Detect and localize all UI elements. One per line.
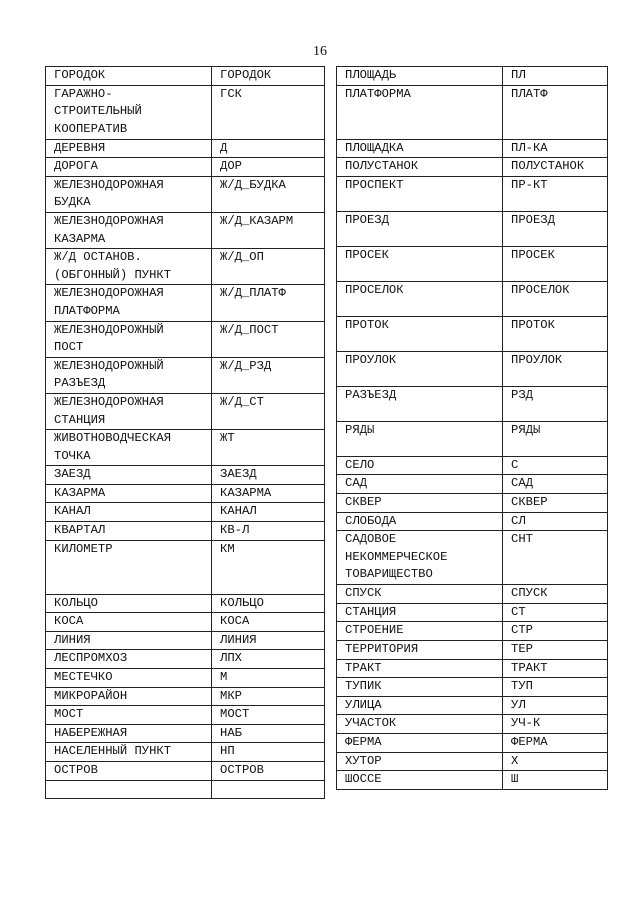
abbreviation-cell: ДОР: [212, 158, 325, 177]
full-name-cell: КВАРТАЛ: [46, 522, 212, 541]
full-name-cell: НАСЕЛЕННЫЙ ПУНКТ: [46, 743, 212, 762]
full-name-cell: САДОВОЕ НЕКОММЕРЧЕСКОЕ ТОВАРИЩЕСТВО: [337, 531, 503, 585]
abbreviation-cell: ПРОУЛОК: [503, 351, 608, 386]
table-row: [46, 540, 325, 594]
full-name-cell: ПРОУЛОК: [337, 351, 503, 386]
full-name-cell: МОСТ: [46, 706, 212, 725]
table-row: [337, 752, 608, 771]
table-row: [337, 715, 608, 734]
abbreviation-cell: ТЕР: [503, 640, 608, 659]
full-name-cell: ТЕРРИТОРИЯ: [337, 640, 503, 659]
full-name-cell: ЖЕЛЕЗНОДОРОЖНЫЙ РАЗЪЕЗД: [46, 357, 212, 393]
abbreviation-cell: ГОРОДОК: [212, 67, 325, 86]
abbreviation-table-left: [45, 66, 325, 799]
full-name-cell: ДОРОГА: [46, 158, 212, 177]
table-row: [337, 622, 608, 641]
full-name-cell: ТРАКТ: [337, 659, 503, 678]
full-name-cell: Ж/Д ОСТАНОВ. (ОБГОННЫЙ) ПУНКТ: [46, 249, 212, 285]
abbreviation-cell: ПЛ-КА: [503, 139, 608, 158]
full-name-cell: РАЗЪЕЗД: [337, 386, 503, 421]
abbreviation-cell: КМ: [212, 540, 325, 594]
full-name-cell: СПУСК: [337, 585, 503, 604]
table-row: [46, 650, 325, 669]
full-name-cell: ТУПИК: [337, 678, 503, 697]
full-name-cell: ЖИВОТНОВОДЧЕСКАЯ ТОЧКА: [46, 430, 212, 466]
table-row: [337, 493, 608, 512]
abbreviation-cell: ПРОЕЗД: [503, 211, 608, 246]
table-row: [46, 613, 325, 632]
table-row: [46, 706, 325, 725]
table-row: [46, 158, 325, 177]
abbreviation-cell: ЖТ: [212, 430, 325, 466]
abbreviation-cell: ЛПХ: [212, 650, 325, 669]
abbreviation-cell: РЯДЫ: [503, 421, 608, 456]
right-table-body: [337, 67, 608, 790]
abbreviation-cell: ТРАКТ: [503, 659, 608, 678]
full-name-cell: [46, 780, 212, 798]
abbreviation-cell: Х: [503, 752, 608, 771]
full-name-cell: ПРОСПЕКТ: [337, 176, 503, 211]
abbreviation-cell: Ж/Д_ПОСТ: [212, 321, 325, 357]
abbreviation-cell: СКВЕР: [503, 493, 608, 512]
abbreviation-cell: НАБ: [212, 724, 325, 743]
full-name-cell: ЖЕЛЕЗНОДОРОЖНАЯ БУДКА: [46, 176, 212, 212]
table-row: [46, 357, 325, 393]
full-name-cell: МИКРОРАЙОН: [46, 687, 212, 706]
full-name-cell: МЕСТЕЧКО: [46, 669, 212, 688]
table-row: [337, 158, 608, 177]
full-name-cell: ЖЕЛЕЗНОДОРОЖНЫЙ ПОСТ: [46, 321, 212, 357]
abbreviation-cell: СНТ: [503, 531, 608, 585]
full-name-cell: СЛОБОДА: [337, 512, 503, 531]
table-row: [337, 176, 608, 211]
full-name-cell: ПЛОЩАДЬ: [337, 67, 503, 86]
table-row: [337, 771, 608, 790]
abbreviation-cell: СТ: [503, 603, 608, 622]
abbreviation-cell: ПРОСЕК: [503, 246, 608, 281]
table-row: [337, 603, 608, 622]
table-row: [46, 393, 325, 429]
abbreviation-cell: Ж/Д_ОП: [212, 249, 325, 285]
abbreviation-cell: МОСТ: [212, 706, 325, 725]
abbreviation-table-right: [336, 66, 608, 790]
full-name-cell: КОЛЬЦО: [46, 594, 212, 613]
full-name-cell: ДЕРЕВНЯ: [46, 139, 212, 158]
full-name-cell: ОСТРОВ: [46, 762, 212, 781]
abbreviation-cell: ГСК: [212, 85, 325, 139]
full-name-cell: ПРОТОК: [337, 316, 503, 351]
abbreviation-cell: СПУСК: [503, 585, 608, 604]
full-name-cell: ГОРОДОК: [46, 67, 212, 86]
abbreviation-cell: ПРОТОК: [503, 316, 608, 351]
abbreviation-cell: Д: [212, 139, 325, 158]
abbreviation-cell: НП: [212, 743, 325, 762]
full-name-cell: ПРОСЕК: [337, 246, 503, 281]
table-row: [46, 85, 325, 139]
full-name-cell: УЧАСТОК: [337, 715, 503, 734]
table-row: [46, 466, 325, 485]
left-table-body: [46, 67, 325, 799]
table-row: [46, 139, 325, 158]
full-name-cell: КАЗАРМА: [46, 484, 212, 503]
full-name-cell: ЖЕЛЕЗНОДОРОЖНАЯ КАЗАРМА: [46, 212, 212, 248]
full-name-cell: ШОССЕ: [337, 771, 503, 790]
table-row: [46, 669, 325, 688]
full-name-cell: СКВЕР: [337, 493, 503, 512]
page-number: 16: [313, 44, 327, 59]
table-row: [46, 67, 325, 86]
table-row: [46, 176, 325, 212]
abbreviation-cell: ПЛАТФ: [503, 85, 608, 139]
abbreviation-cell: ОСТРОВ: [212, 762, 325, 781]
table-row: [337, 733, 608, 752]
abbreviation-cell: РЗД: [503, 386, 608, 421]
full-name-cell: ЛЕСПРОМХОЗ: [46, 650, 212, 669]
full-name-cell: УЛИЦА: [337, 696, 503, 715]
table-row: [337, 386, 608, 421]
abbreviation-cell: КАНАЛ: [212, 503, 325, 522]
table-row: [46, 212, 325, 248]
abbreviation-cell: СЛ: [503, 512, 608, 531]
table-row: [337, 640, 608, 659]
full-name-cell: ГАРАЖНО- СТРОИТЕЛЬНЫЙ КООПЕРАТИВ: [46, 85, 212, 139]
table-row: [337, 475, 608, 494]
abbreviation-cell: ТУП: [503, 678, 608, 697]
table-row: [46, 594, 325, 613]
full-name-cell: КИЛОМЕТР: [46, 540, 212, 594]
abbreviation-cell: МКР: [212, 687, 325, 706]
abbreviation-cell: ФЕРМА: [503, 733, 608, 752]
abbreviation-cell: УЛ: [503, 696, 608, 715]
table-row: [46, 631, 325, 650]
abbreviation-cell: ПР-КТ: [503, 176, 608, 211]
full-name-cell: ЗАЕЗД: [46, 466, 212, 485]
full-name-cell: СТАНЦИЯ: [337, 603, 503, 622]
table-row: [337, 659, 608, 678]
table-row: [337, 421, 608, 456]
table-row: [46, 321, 325, 357]
abbreviation-cell: СТР: [503, 622, 608, 641]
full-name-cell: ПЛАТФОРМА: [337, 85, 503, 139]
abbreviation-cell: ПОЛУСТАНОК: [503, 158, 608, 177]
full-name-cell: РЯДЫ: [337, 421, 503, 456]
full-name-cell: СЕЛО: [337, 456, 503, 475]
abbreviation-cell: Ж/Д_БУДКА: [212, 176, 325, 212]
full-name-cell: САД: [337, 475, 503, 494]
abbreviation-cell: Ж/Д_СТ: [212, 393, 325, 429]
table-row: [337, 211, 608, 246]
full-name-cell: ПОЛУСТАНОК: [337, 158, 503, 177]
table-row: [337, 585, 608, 604]
abbreviation-cell: КОЛЬЦО: [212, 594, 325, 613]
table-row: [46, 484, 325, 503]
table-row: [46, 430, 325, 466]
table-row: [337, 85, 608, 139]
abbreviation-cell: С: [503, 456, 608, 475]
table-row: [46, 780, 325, 798]
table-row: [337, 246, 608, 281]
full-name-cell: ФЕРМА: [337, 733, 503, 752]
abbreviation-cell: Ш: [503, 771, 608, 790]
full-name-cell: ЖЕЛЕЗНОДОРОЖНАЯ СТАНЦИЯ: [46, 393, 212, 429]
table-row: [46, 743, 325, 762]
full-name-cell: ЛИНИЯ: [46, 631, 212, 650]
table-row: [337, 316, 608, 351]
abbreviation-cell: КОСА: [212, 613, 325, 632]
abbreviation-cell: ПРОСЕЛОК: [503, 281, 608, 316]
table-row: [337, 531, 608, 585]
abbreviation-cell: ЛИНИЯ: [212, 631, 325, 650]
table-row: [46, 687, 325, 706]
full-name-cell: ЖЕЛЕЗНОДОРОЖНАЯ ПЛАТФОРМА: [46, 285, 212, 321]
table-row: [46, 522, 325, 541]
abbreviation-cell: Ж/Д_РЗД: [212, 357, 325, 393]
table-row: [46, 724, 325, 743]
full-name-cell: СТРОЕНИЕ: [337, 622, 503, 641]
table-row: [337, 351, 608, 386]
full-name-cell: ПРОЕЗД: [337, 211, 503, 246]
full-name-cell: ПРОСЕЛОК: [337, 281, 503, 316]
abbreviation-cell: М: [212, 669, 325, 688]
table-row: [337, 678, 608, 697]
abbreviation-cell: УЧ-К: [503, 715, 608, 734]
abbreviation-cell: [212, 780, 325, 798]
table-row: [337, 696, 608, 715]
full-name-cell: КОСА: [46, 613, 212, 632]
table-row: [337, 139, 608, 158]
table-row: [337, 281, 608, 316]
table-row: [46, 762, 325, 781]
table-row: [337, 512, 608, 531]
table-row: [46, 285, 325, 321]
table-row: [337, 456, 608, 475]
full-name-cell: КАНАЛ: [46, 503, 212, 522]
abbreviation-cell: Ж/Д_ПЛАТФ: [212, 285, 325, 321]
table-row: [46, 503, 325, 522]
abbreviation-cell: ПЛ: [503, 67, 608, 86]
abbreviation-cell: ЗАЕЗД: [212, 466, 325, 485]
abbreviation-cell: Ж/Д_КАЗАРМ: [212, 212, 325, 248]
abbreviation-cell: КАЗАРМА: [212, 484, 325, 503]
abbreviation-cell: КВ-Л: [212, 522, 325, 541]
full-name-cell: НАБЕРЕЖНАЯ: [46, 724, 212, 743]
abbreviation-cell: САД: [503, 475, 608, 494]
table-row: [337, 67, 608, 86]
table-row: [46, 249, 325, 285]
full-name-cell: ХУТОР: [337, 752, 503, 771]
full-name-cell: ПЛОЩАДКА: [337, 139, 503, 158]
